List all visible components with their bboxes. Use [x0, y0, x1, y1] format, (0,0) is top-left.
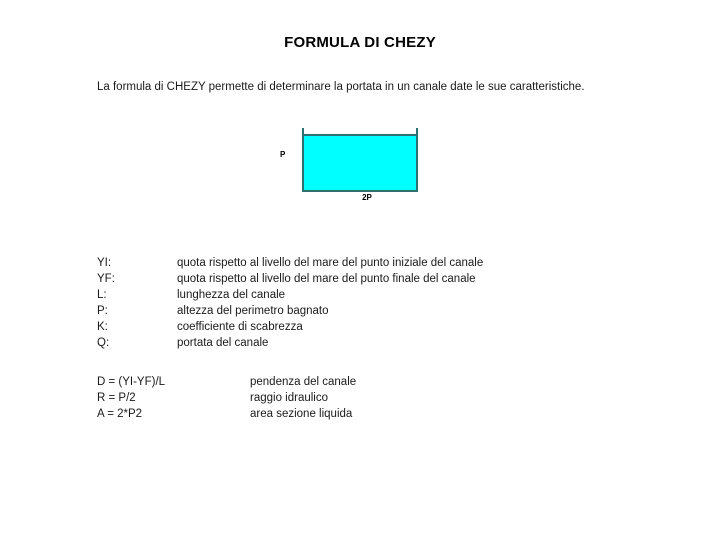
channel-wall-right [416, 128, 418, 192]
definition-row [97, 303, 483, 319]
definition-description: altezza del perimetro bagnato [177, 305, 329, 317]
definition-row [97, 271, 483, 287]
definitions-list [97, 255, 483, 351]
formula-row [97, 390, 356, 406]
channel-diagram [270, 122, 450, 212]
definition-description: coefficiente di scabrezza [177, 321, 303, 333]
definition-row [97, 255, 483, 271]
channel-cross-section-shape [302, 128, 418, 192]
formulas-list [97, 374, 356, 422]
definition-row [97, 319, 483, 335]
water-surface-line [303, 134, 417, 136]
definition-symbol: YF: [97, 273, 115, 285]
formula-expression: R = P/2 [97, 392, 136, 404]
channel-wall-left [302, 128, 304, 192]
definition-symbol: K: [97, 321, 108, 333]
formula-expression: D = (YI-YF)/L [97, 376, 166, 388]
definition-description: lunghezza del canale [177, 289, 286, 301]
definition-row [97, 335, 483, 351]
channel-bed-line [302, 190, 418, 192]
diagram-height-label: P [280, 150, 286, 159]
definition-symbol: YI: [97, 257, 112, 269]
definition-description: portata del canale [177, 337, 269, 349]
definition-symbol: P: [97, 305, 108, 317]
definition-symbol: Q: [97, 337, 110, 349]
water-fill-area [303, 135, 416, 190]
formula-row [97, 406, 356, 422]
page-title: FORMULA DI CHEZY [284, 34, 436, 51]
definition-description: quota rispetto al livello del mare del punto finale del canale [177, 273, 476, 285]
definition-row [97, 287, 483, 303]
intro-paragraph: La formula di CHEZY permette di determinare la portata in un canale date le sue caratteristiche. [97, 81, 585, 93]
formula-description: pendenza del canale [250, 376, 357, 388]
definition-symbol: L: [97, 289, 107, 301]
formula-expression: A = 2*P2 [97, 408, 143, 420]
definition-description: quota rispetto al livello del mare del punto iniziale del canale [177, 257, 484, 269]
formula-description: raggio idraulico [250, 392, 328, 404]
formula-row [97, 374, 356, 390]
diagram-width-label: 2P [362, 193, 372, 202]
formula-description: area sezione liquida [250, 408, 353, 420]
